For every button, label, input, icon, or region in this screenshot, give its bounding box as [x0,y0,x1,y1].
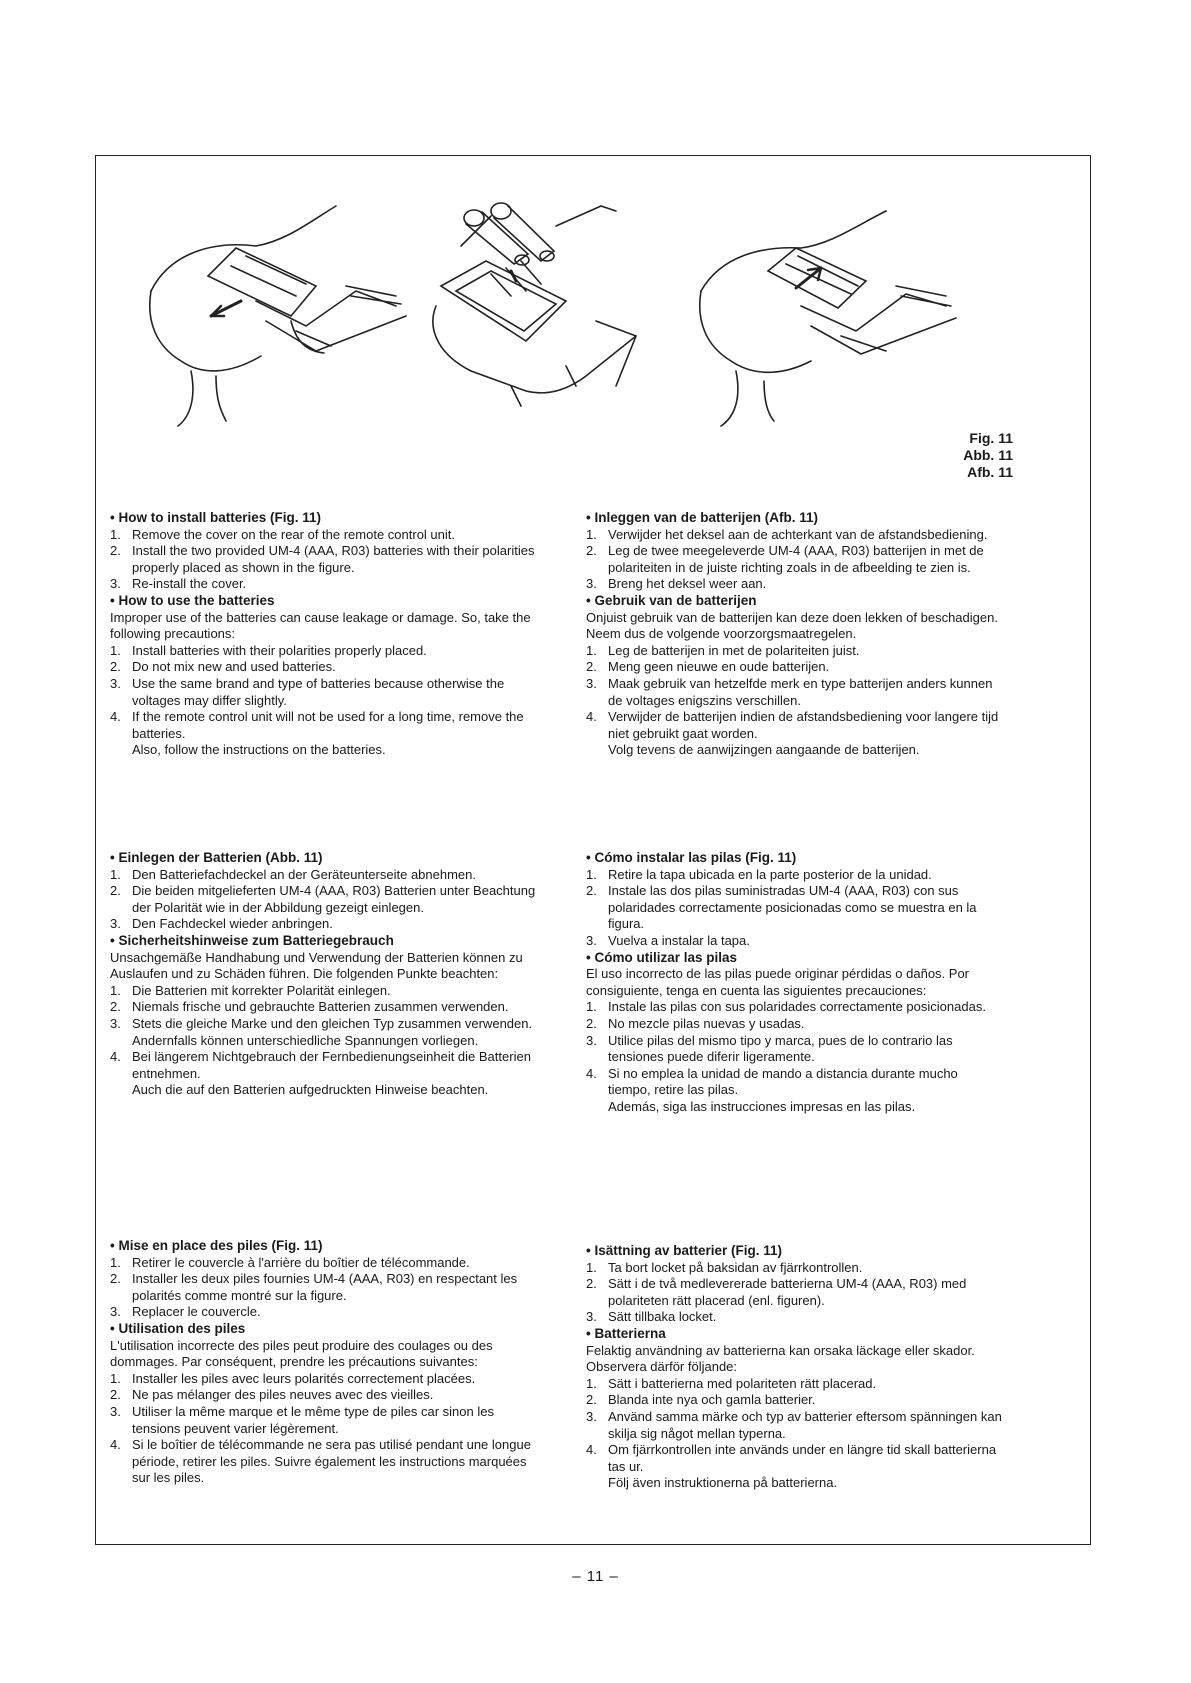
usage-note: Följ även instruktionerna på batterierna. [608,1475,838,1491]
list-item: 4. Om fjärrkontrollen inte används under en längre tid skall batterierna tas ur. [586,1442,997,1474]
list-item: 2. Instale las dos pilas suministradas UM-4 (AAA, R03) con sus polaridades correctamente posicionadas como se muestra en la figura. [586,883,977,932]
list-item: 4. If the remote control unit will not be used for a long time, remove the batteries. [110,709,524,741]
usage-heading: • Utilisation des piles [110,1320,246,1336]
list-item: 1. Verwijder het deksel aan de achterkant van de afstandsbediening. [586,526,988,542]
usage-note: Volg tevens de aanwijzingen aangaande de batterijen. [608,742,920,758]
usage-note: Además, siga las instrucciones impresas en las pilas. [608,1098,916,1114]
usage-intro: L'utilisation incorrecte des piles peut produire des coulages ou des dommages. Par conséquent, prendre les précautions suivantes: [110,1337,493,1370]
section-german [110,850,538,1099]
list-item: 3. Use the same brand and type of batteries because otherwise the voltages may differ slightly. [110,675,505,708]
list-item: 2. Die beiden mitgelieferten UM-4 (AAA, R03) Batterien unter Beachtung der Polarität wie in der Abbildung gezeigt einlegen. [110,883,536,915]
install-heading: • Mise en place des piles (Fig. 11) [110,1238,323,1253]
list-item: 1. Die Batterien mit korrekter Polarität einlegen. [110,982,391,998]
list-item: 2. Ne pas mélanger des piles neuves avec des vieilles. [110,1387,434,1403]
list-item: 2. Meng geen nieuwe en oude batterijen. [586,659,830,675]
install-steps [586,1260,1004,1326]
list-item: 2. Installer les deux piles fournies UM-4 (AAA, R03) en respectant les polarités comme montré sur la figure. [110,1271,518,1303]
list-item: 4. Bei längerem Nichtgebrauch der Fernbedienungseinheit die Batterien entnehmen. [110,1049,531,1081]
remove-cover-drawing [150,206,406,426]
usage-intro: Felaktig användning av batterierna kan orsaka läckage eller skador. Observera därför följande: [586,1342,975,1375]
install-steps [110,867,538,933]
list-item: 2. No mezcle pilas nuevas y usadas. [586,1015,805,1031]
precaution-steps [586,1376,1004,1476]
list-item: 4. Si le boîtier de télécommande ne sera pas utilisé pendant une longue période, retirer les piles. Suivre également les instructions marquées sur les piles. [110,1437,531,1486]
figure-label-nl: Afb. 11 [967,464,1013,480]
list-item: 1. Sätt i batterierna med polariteten rätt placerad. [586,1375,877,1391]
figure-label-en: Fig. 11 [969,430,1013,446]
list-item: 3. Den Fachdeckel wieder anbringen. [110,916,333,932]
usage-intro: El uso incorrecto de las pilas puede originar pérdidas o daños. Por consiguiente, tenga en cuenta las siguientes precauciones: [586,966,970,998]
page-number: – 11 – [572,1568,619,1585]
list-item: 4. Si no emplea la unidad de mando a distancia durante mucho tiempo, retire las pilas. [586,1065,958,1098]
usage-note: Also, follow the instructions on the batteries. [132,742,386,758]
list-item: 1. Leg de batterijen in met de polariteiten juist. [586,642,860,658]
install-steps [586,527,1004,593]
list-item: 2. Niemals frische und gebrauchte Batterien zusammen verwenden. [110,999,509,1015]
install-heading: • How to install batteries (Fig. 11) [110,510,322,525]
list-item: 2. Blanda inte nya och gamla batterier. [586,1392,816,1408]
list-item: 3. Stets die gleiche Marke und den gleichen Typ zusammen verwenden. Andernfalls können unterschiedliche Spannungen vorliegen. [110,1015,533,1048]
section-english [110,510,538,759]
list-item: 1. Instale las pilas con sus polaridades correctamente posicionadas. [586,999,986,1015]
list-item: 1. Installer les piles avec leurs polarités correctement placées. [110,1370,476,1386]
list-item: 2. Install the two provided UM-4 (AAA, R03) batteries with their polarities properly placed as shown in the figure. [110,543,535,575]
precaution-steps [586,999,1004,1099]
section-dutch [586,510,1004,759]
usage-intro: Onjuist gebruik van de batterijen kan deze doen lekken of beschadigen. Neem dus de volgende voorzorgsmaatregelen. [586,609,998,642]
list-item: 2. Do not mix new and used batteries. [110,659,336,675]
list-item: 3. Vuelva a instalar la tapa. [586,932,750,948]
list-item: 2. Leg de twee meegeleverde UM-4 (AAA, R03) batterijen in met de polariteiten in de juiste richting zoals in de afbeelding te zien is. [586,543,984,575]
install-steps [110,1255,538,1321]
install-heading: • Isättning av batterier (Fig. 11) [586,1243,783,1258]
usage-intro: Improper use of the batteries can cause leakage or damage. So, take the following precautions: [110,609,531,642]
replace-cover-drawing [700,211,956,426]
list-item: 3. Utilice pilas del mismo tipo y marca, pues de lo contrario las tensiones puede diferir ligeramente. [586,1032,953,1065]
list-item: 3. Maak gebruik van hetzelfde merk en type batterijen anders kunnen de voltages enigszins verschillen. [586,675,993,708]
figure-label-de: Abb. 11 [963,447,1013,463]
precaution-steps [110,1371,538,1487]
list-item: 3. Re-install the cover. [110,576,247,592]
section-french [110,1238,538,1487]
list-item: 2. Sätt i de två medlevererade batterierna UM-4 (AAA, R03) med polariteten rätt placerad (enl. figuren). [586,1276,967,1308]
section-spanish [586,850,1004,1116]
usage-heading: • Cómo utilizar las pilas [586,949,738,965]
usage-heading: • How to use the batteries [110,592,275,608]
section-swedish [586,1243,1004,1492]
figure-label [963,430,1013,481]
usage-heading: • Batterierna [586,1325,666,1341]
list-item: 1. Ta bort locket på baksidan av fjärrkontrollen. [586,1259,863,1275]
battery-installation-illustration [96,156,1092,456]
install-heading: • Cómo instalar las pilas (Fig. 11) [586,850,797,865]
list-item: 3. Utiliser la même marque et le même type de piles car sinon les tensions peuvent varier légèrement. [110,1403,494,1436]
insert-batteries-drawing [433,203,636,406]
list-item: 4. Verwijder de batterijen indien de afstandsbediening voor langere tijd niet gebruikt gaat worden. [586,709,999,741]
install-steps [586,867,1004,950]
list-item: 1. Retire la tapa ubicada en la parte posterior de la unidad. [586,866,932,882]
install-heading: • Einlegen der Batterien (Abb. 11) [110,850,323,865]
usage-heading: • Sicherheitshinweise zum Batteriegebrauch [110,932,394,948]
list-item: 3. Breng het deksel weer aan. [586,576,767,592]
list-item: 1. Remove the cover on the rear of the remote control unit. [110,526,456,542]
usage-heading: • Gebruik van de batterijen [586,592,757,608]
install-steps [110,527,538,593]
precaution-steps [110,643,538,743]
list-item: 3. Replacer le couvercle. [110,1304,261,1320]
list-item: 1. Retirer le couvercle à l'arrière du boîtier de télécommande. [110,1254,470,1270]
precaution-steps [110,983,538,1083]
install-heading: • Inleggen van de batterijen (Afb. 11) [586,510,819,525]
usage-note: Auch die auf den Batterien aufgedruckten Hinweise beachten. [132,1082,489,1098]
list-item: 1. Den Batteriefachdeckel an der Geräteunterseite abnehmen. [110,866,476,882]
list-item: 1. Install batteries with their polarities properly placed. [110,642,427,658]
usage-intro: Unsachgemäße Handhabung und Verwendung der Batterien können zu Auslaufen und zu Schäden führen. Die folgenden Punkte beachten: [110,949,523,982]
precaution-steps [586,643,1004,743]
list-item: 3. Använd samma märke och typ av batterier eftersom spänningen kan skilja sig något mellan typerna. [586,1408,1002,1441]
list-item: 3. Sätt tillbaka locket. [586,1309,717,1325]
